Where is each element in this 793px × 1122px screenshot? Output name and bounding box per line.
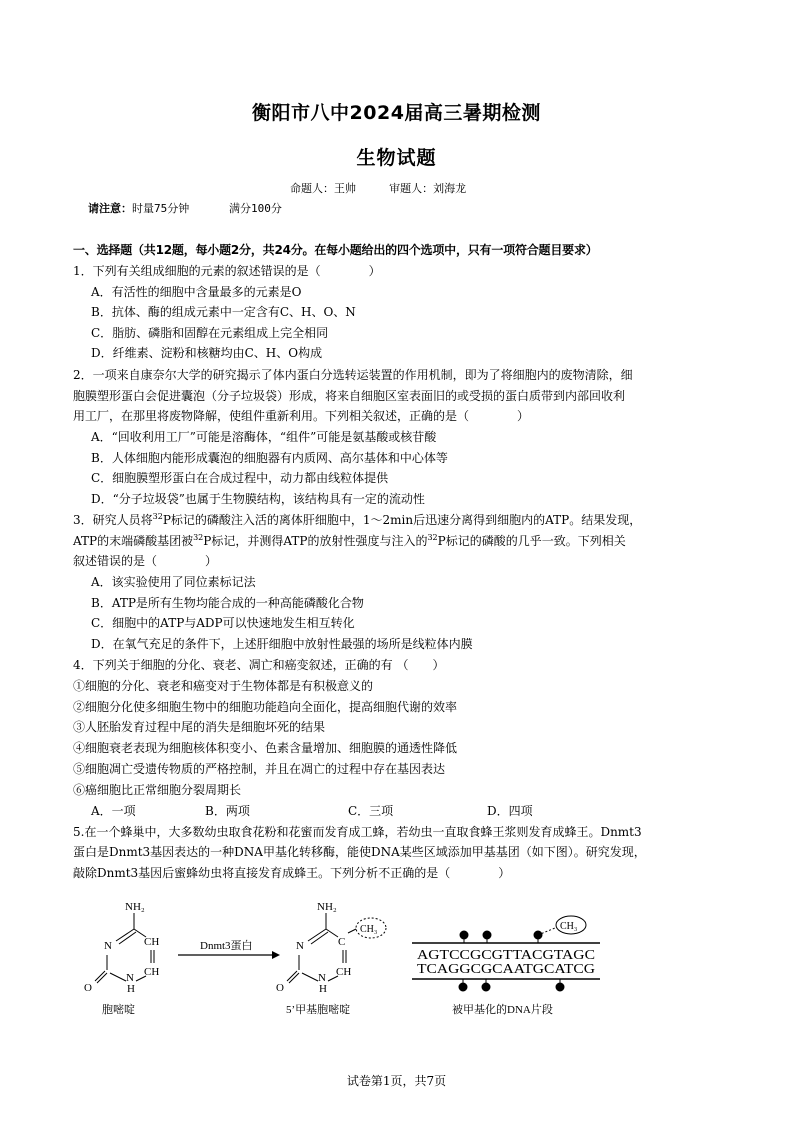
arrow-label: Dnmt3蛋白 <box>200 940 253 952</box>
q3-stem2-part-b: P标记，并测得ATP的放射性强度与注入的 <box>203 534 428 548</box>
q1-option-d: D．纤维素、淀粉和核糖均由C、H、O构成 <box>91 346 323 360</box>
methylcytosine-h-label: H <box>319 983 327 995</box>
methylcytosine-o-label: O <box>276 982 284 994</box>
q3-option-c: C．细胞中的ATP与ADP可以快速地发生相互转化 <box>91 616 355 630</box>
q3-option-d: D．在氧气充足的条件下，上述肝细胞中放射性最强的场所是线粒体内膜 <box>91 637 473 651</box>
dna-strand-top: AGTCCGCGTTACGTAGC <box>417 947 595 962</box>
q4-statement-4: ④细胞衰老表现为细胞核体积变小、色素含量增加、细胞膜的通透性降低 <box>73 741 458 755</box>
notice-text: 时量75分钟 满分100分 <box>132 202 282 215</box>
exam-subtitle: 生物试题 <box>356 147 437 169</box>
q4-option-c: C．三项 <box>348 804 394 818</box>
q4-statement-2: ②细胞分化使多细胞生物中的细胞功能趋向全面化，提高细胞代谢的效率 <box>73 700 458 714</box>
dna-strand-bottom: TCAGGCGCAATGCATCG <box>417 961 596 976</box>
cytosine-ch-label: CH <box>144 936 160 948</box>
q4-option-a: A．一项 <box>91 804 136 818</box>
methylcytosine-c-label: C <box>338 936 346 948</box>
q4-option-b: B．两项 <box>205 804 250 818</box>
q1-option-a: A．有活性的细胞中含量最多的元素是O <box>91 285 302 299</box>
q3-option-b: B．ATP是所有生物均能合成的一种高能磷酸化合物 <box>91 596 364 610</box>
q1-stem: 1．下列有关组成细胞的元素的叙述错误的是（ ） <box>73 264 381 278</box>
cytosine-caption: 胞嘧啶 <box>102 1004 135 1016</box>
dna-fragment <box>412 916 600 991</box>
q4-statement-6: ⑥癌细胞比正常细胞分裂周期长 <box>73 783 242 797</box>
dna-methyl-label: CH₃ <box>560 921 578 932</box>
exam-title: 衡阳市八中2024届高三暑期检测 <box>252 102 541 124</box>
q1-option-c: C．脂肪、磷脂和固醇在元素组成上完全相同 <box>91 326 329 340</box>
page-footer: 试卷第1页，共7页 <box>346 1074 447 1088</box>
q4-statement-1: ①细胞的分化、衰老和癌变对于生物体都是有积极意义的 <box>73 679 374 693</box>
cytosine-h-label: H <box>127 983 135 995</box>
q3-stem2-part-c: P标记的磷酸的几乎一致。下列相关 <box>437 534 626 548</box>
cytosine-n3-label: N <box>104 940 112 952</box>
isotope-superscript: 32 <box>152 512 163 521</box>
q3-stem-line1 <box>73 514 641 526</box>
methylcytosine-ch-label: CH <box>336 966 352 978</box>
notice-line <box>88 200 282 216</box>
q5-stem-line3: 敲除Dnmt3基因后蜜蜂幼虫将直接发育成蜂王。下列分析不正确的是（ ） <box>73 866 511 880</box>
q2-option-b: B．人体细胞内能形成囊泡的细胞器有内质网、高尔基体和中心体等 <box>91 451 448 465</box>
cytosine-o-label: O <box>84 982 92 994</box>
section-heading: 一、选择题（共12题，每小题2分，共24分。在每小题给出的四个选项中，只有一项符合题目要求） <box>73 243 598 257</box>
methylcytosine-nh2-label: NH₂ <box>317 901 337 913</box>
isotope-superscript: 32 <box>427 533 438 542</box>
q4-statement-3: ③人胚胎发育过程中尾的消失是细胞坏死的结果 <box>73 720 326 734</box>
cytosine-ch-label: CH <box>144 966 160 978</box>
methylcytosine-caption: 5’甲基胞嘧啶 <box>286 1004 351 1016</box>
q5-stem-line2: 蛋白是Dnmt3基因表达的一种DNA甲基化转移酶，能使DNA某些区域添加甲基基团（如下图）。研究发现， <box>73 845 646 859</box>
methylcytosine-n3-label: N <box>296 940 304 952</box>
q4-option-d: D．四项 <box>487 804 533 818</box>
q2-option-d: D．“分子垃圾袋”也属于生物膜结构，该结构具有一定的流动性 <box>91 492 425 506</box>
q3-stem2-part-a: ATP的末端磷酸基团被 <box>73 534 194 548</box>
q2-stem-line3: 用工厂，在那里将废物降解，使组件重新利用。下列相关叙述，正确的是（ ） <box>73 409 530 423</box>
cytosine-nh2-label: NH₂ <box>125 901 145 913</box>
q4-statement-5: ⑤细胞凋亡受遗传物质的严格控制，并且在凋亡的过程中存在基因表达 <box>73 762 446 776</box>
methylation-figure <box>80 893 620 1023</box>
q5-stem-line1: 5.在一个蜂巢中，大多数幼虫取食花粉和花蜜而发育成工蜂，若幼虫一直取食蜂王浆则发育成蜂王。Dnmt3 <box>73 825 642 839</box>
methyl-group-label: CH₃ <box>360 924 378 935</box>
q3-stem-line3: 叙述错误的是（ ） <box>73 554 218 568</box>
notice-label: 请注意： <box>88 202 132 215</box>
dna-caption: 被甲基化的DNA片段 <box>452 1004 553 1016</box>
q2-option-a: A．“回收利用工厂”可能是溶酶体，“组件”可能是氨基酸或核苷酸 <box>91 430 437 444</box>
reaction-arrowhead <box>272 951 280 959</box>
methylcytosine-n1-label: N <box>318 972 326 984</box>
q3-option-a: A．该实验使用了同位素标记法 <box>91 575 256 589</box>
cytosine-n1-label: N <box>126 972 134 984</box>
q2-option-c: C．细胞膜塑形蛋白在合成过程中，动力都由线粒体提供 <box>91 471 389 485</box>
q3-stem1-part-b: P标记的磷酸注入活的离体肝细胞中，1～2min后迅速分离得到细胞内的ATP。结果发现， <box>162 513 642 527</box>
q4-stem: 4．下列关于细胞的分化、衰老、凋亡和癌变叙述，正确的有 （ ） <box>73 658 445 672</box>
q2-stem-line2: 胞膜塑形蛋白会促进囊泡（分子垃圾袋）形成，将来自细胞区室表面旧的或受损的蛋白质带到内部回收利 <box>73 389 626 403</box>
authors-line: 命题人：王帅 审题人：刘海龙 <box>290 182 467 195</box>
q3-stem1-part-a: 3．研究人员将 <box>73 513 153 527</box>
q2-stem-line1: 2．一项来自康奈尔大学的研究揭示了体内蛋白分选转运装置的作用机制，即为了将细胞内的废物清除，细 <box>73 368 633 382</box>
q3-stem-line2 <box>73 535 626 547</box>
q1-option-b: B．抗体、酶的组成元素中一定含有C、H、O、N <box>91 305 356 319</box>
isotope-superscript: 32 <box>193 533 204 542</box>
